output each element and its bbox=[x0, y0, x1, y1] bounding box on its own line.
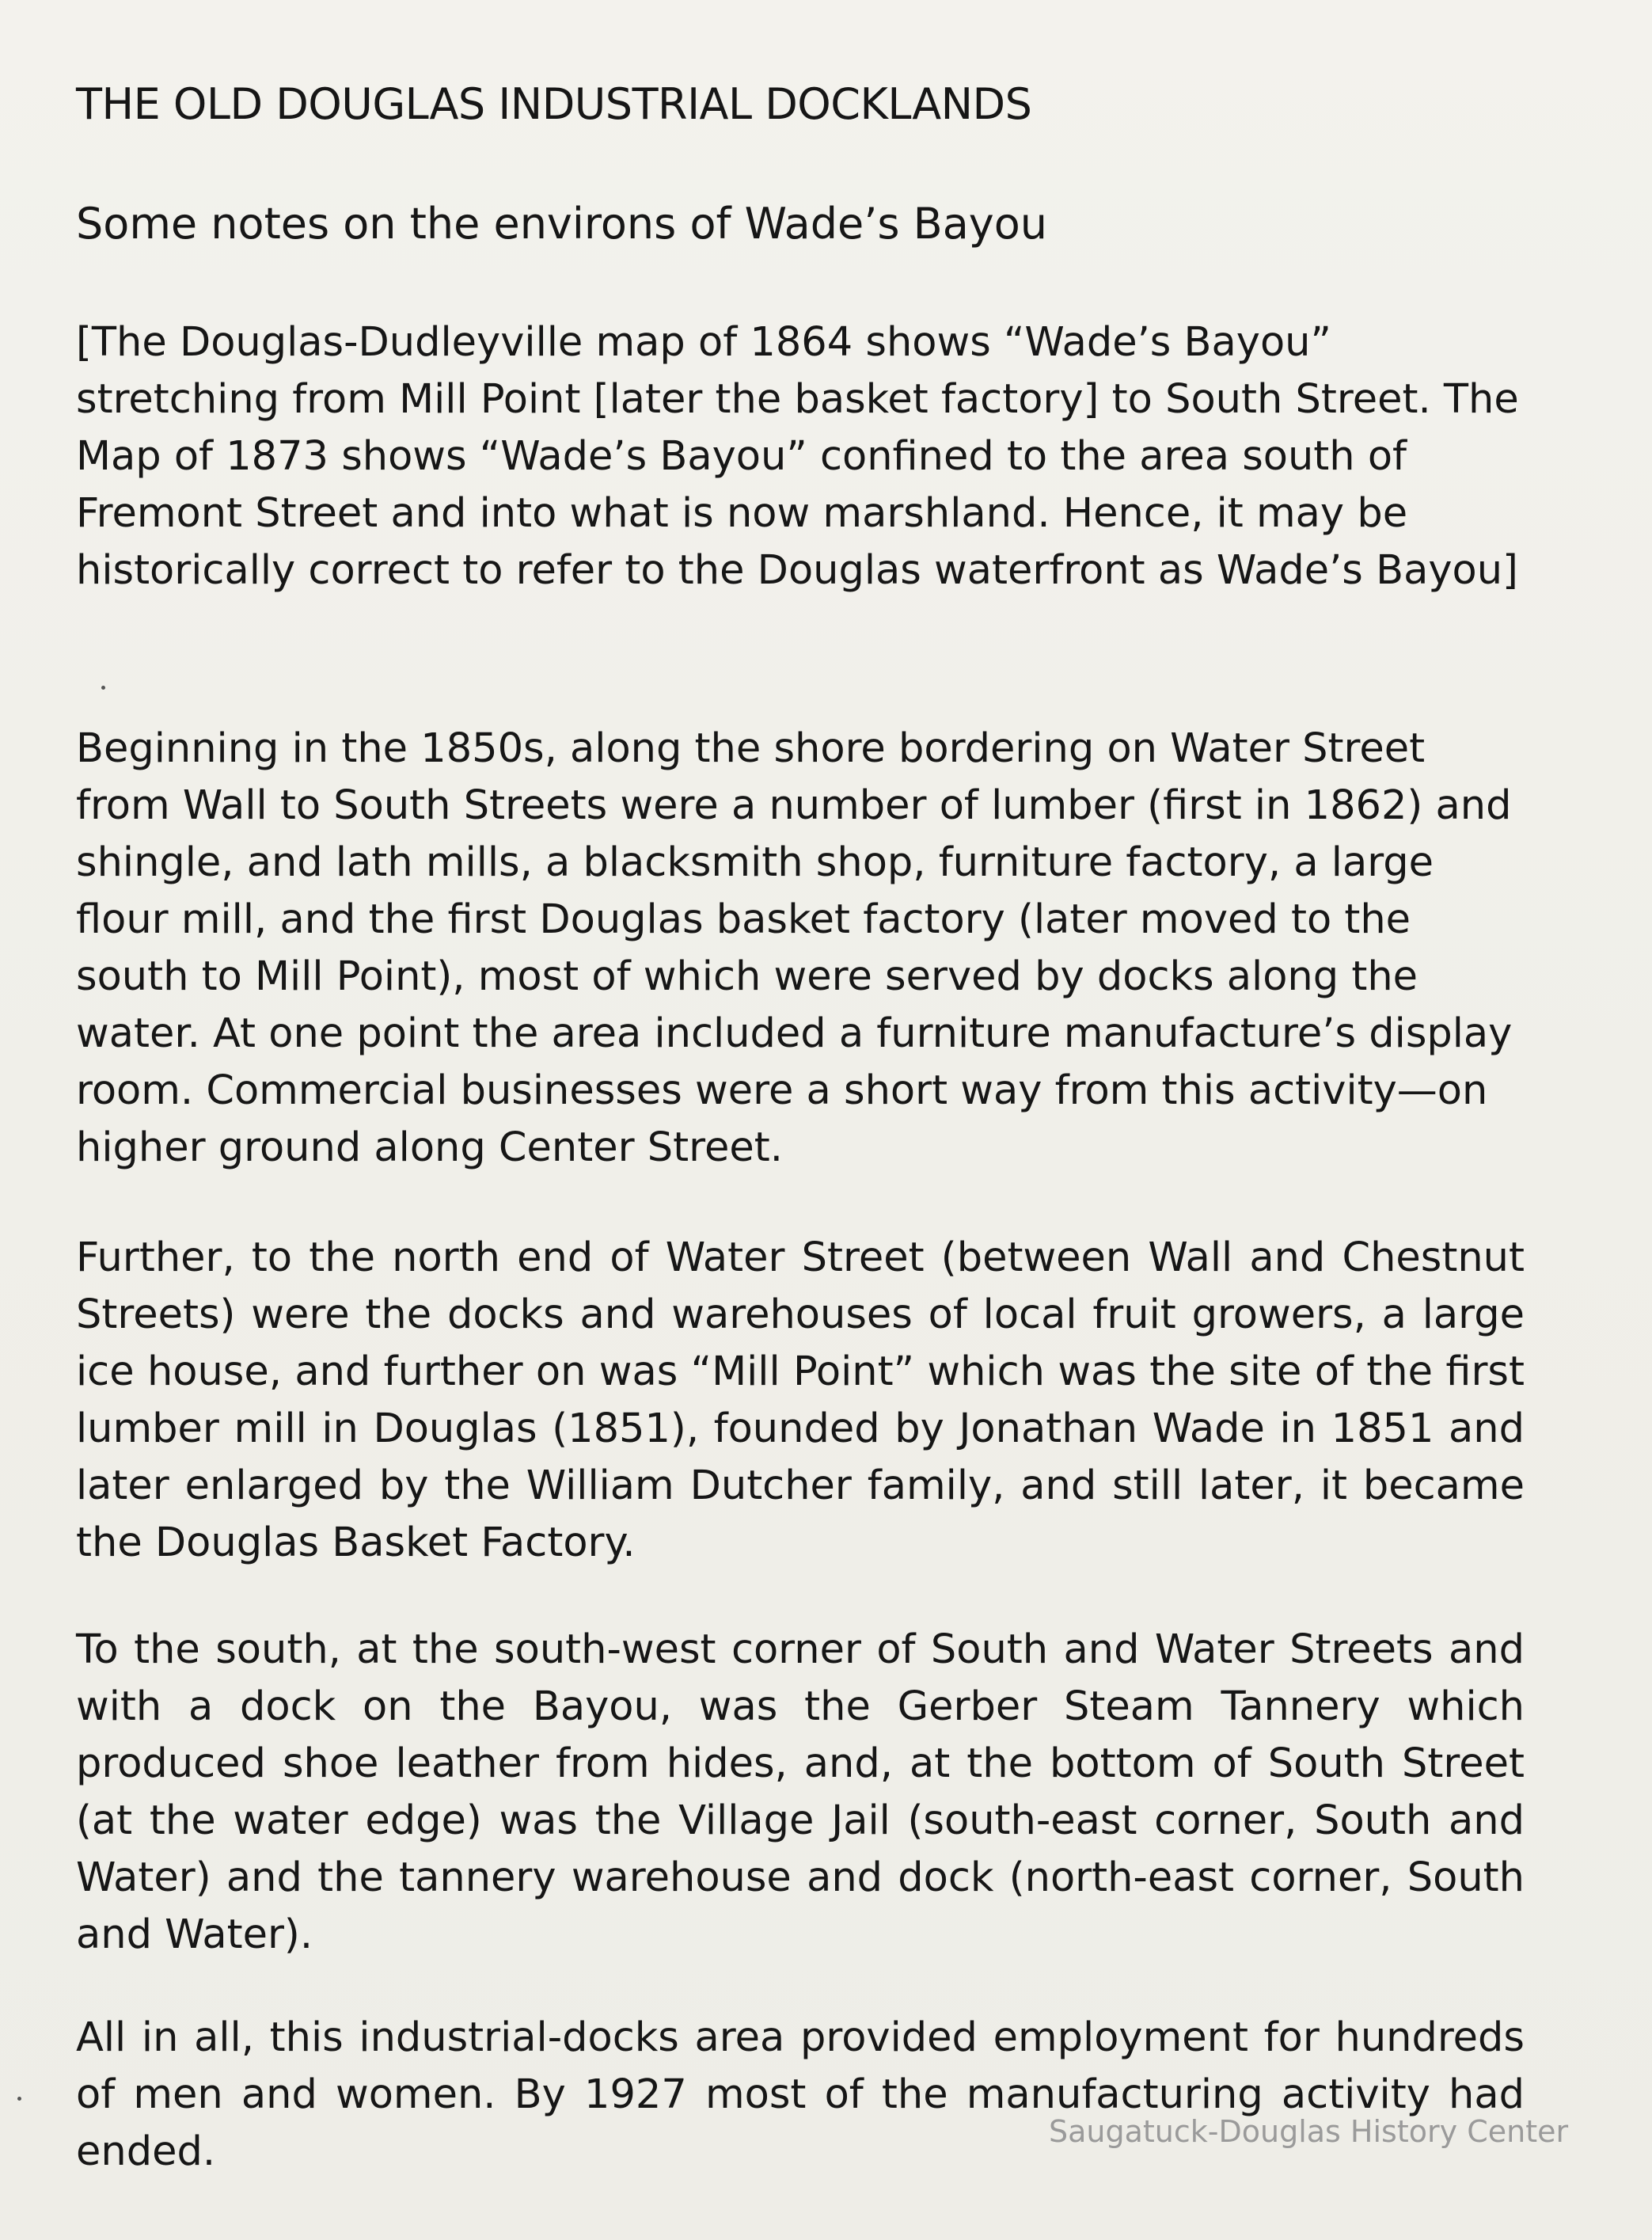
paragraph-employment: All in all, this industrial-docks area provided employment for hundreds of men and women. By 1927 most of the manufacturing activity had ended. bbox=[76, 2014, 1525, 2175]
paragraph-south-tannery: To the south, at the south-west corner of South and Water Streets and with a dock on the Bayou, was the Gerber Steam Tannery which produced shoe leather from hides, and, at the bottom of South Street (at the water edge) was the Village Jail (south-east corner, South and Water) and the tannery warehouse and dock (north-east corner, South and Water). bbox=[76, 1626, 1525, 1958]
watermark-text: Saugatuck-Douglas History Center bbox=[1049, 2114, 1569, 2149]
paragraph-mills: Beginning in the 1850s, along the shore bordering on Water Street from Wall to South Streets were a number of lumber (first in 1862) and shingle, and lath mills, a blacksmith shop, furniture factory, a large flour mill, and the first Douglas basket factory (later moved to the south to Mill Point), most of which were served by docks along the water. At one point the area included a furniture manufacture’s display room. Commercial businesses were a short way from this activity—on higher ground along Center Street. bbox=[76, 725, 1513, 1171]
paragraph-map-notes: [The Douglas-Dudleyville map of 1864 shows “Wade’s Bayou” stretching from Mill Point [later the basket factory] to South Street. The Map of 1873 shows “Wade’s Bayou” confined to the area south of Fremont Street and into what is now marshland. Hence, it may be historically correct to refer to the Douglas waterfront as Wade’s Bayou] bbox=[76, 319, 1519, 594]
paragraph-north-end: Further, to the north end of Water Street (between Wall and Chestnut Streets) were the docks and warehouses of local fruit growers, a large ice house, and further on was “Mill Point” which was the site of the first lumber mill in Douglas (1851), founded by Jonathan Wade in 1851 and later enlarged by the William Dutcher family, and still later, it became the Douglas Basket Factory. bbox=[76, 1234, 1525, 1566]
paper-speck bbox=[101, 686, 105, 690]
page-subtitle: Some notes on the environs of Wade’s Bayou bbox=[76, 199, 1048, 249]
page-title: THE OLD DOUGLAS INDUSTRIAL DOCKLANDS bbox=[76, 79, 1032, 129]
paper-speck bbox=[17, 2097, 21, 2101]
